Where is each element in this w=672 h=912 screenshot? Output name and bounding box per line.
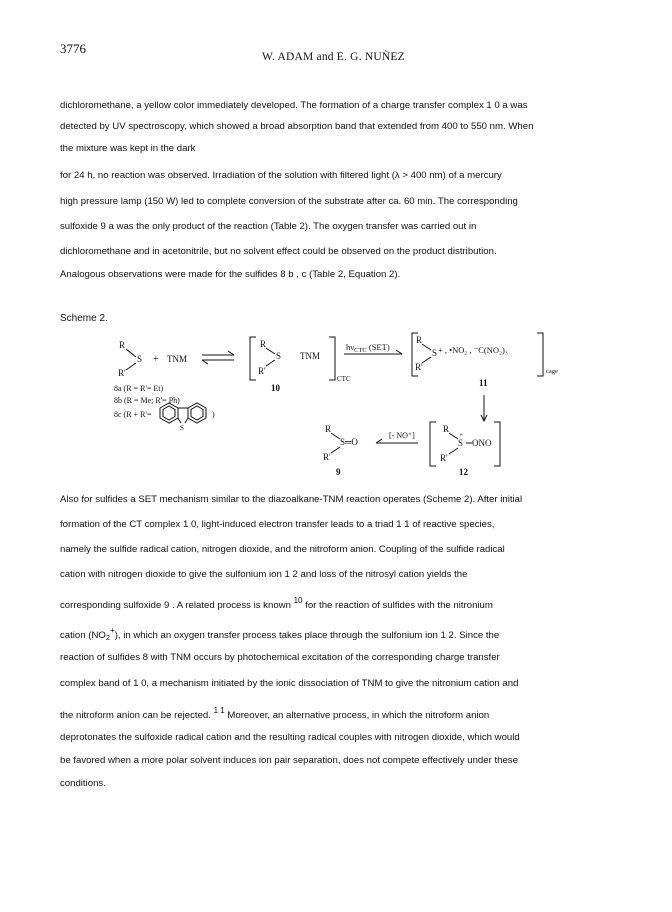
para1-line-1: dichloromethane, a yellow color immediately developed. The formation of a charge transfer complex 1 0 a was	[60, 100, 528, 111]
para1-line-5: high pressure lamp (150 W) led to complete conversion of the substrate after ca. 60 min. The corresponding	[60, 196, 518, 207]
compound-number-11: 11	[479, 378, 488, 388]
arrow-label-hv: $h\nu_{CTC}$ (SET)	[346, 342, 390, 354]
para2-line-11: be favored when a more polar solvent induces ion pair separation, does not compete effectively under these	[60, 755, 518, 766]
sulfonium-rp: R'	[440, 453, 448, 463]
sulfoxide-rp: R'	[323, 452, 331, 462]
para2-line-4: cation with nitrogen dioxide to give the sulfonium ion 1 2 and loss of the nitrosyl cation yields the	[60, 569, 468, 580]
page-number: 3776	[60, 41, 86, 56]
reference-10: 10	[293, 596, 303, 605]
para2-line-3: namely the sulfide radical cation, nitrogen dioxide, and the nitroform anion. Coupling of the sulfide radical	[60, 544, 505, 555]
bracket-right-12	[494, 422, 500, 466]
bond	[331, 447, 340, 453]
para1-line-2: detected by UV spectroscopy, which showed a broad absorption band that extended from 400 to 550 nm. When	[60, 121, 534, 132]
arrowhead	[396, 350, 402, 354]
text-span: the nitroform anion can be rejected.	[60, 710, 214, 721]
compound-number-12: 12	[459, 467, 468, 477]
para2-line-9	[60, 706, 612, 721]
ctc-subscript: CTC	[337, 375, 351, 383]
bond	[422, 357, 431, 363]
para1-line-7: dichloromethane and in acetonitrile, but no solvent effect could be observed on the product distribution.	[60, 246, 497, 257]
bond	[422, 344, 431, 350]
bond	[449, 448, 458, 454]
bracket-left-12	[430, 422, 436, 466]
reference-11: 1 1	[213, 706, 225, 715]
para2-line-5	[60, 596, 612, 611]
ctc-tnm: TNM	[300, 351, 320, 361]
sulfoxide-r: R	[325, 424, 332, 434]
ctc-rp: R'	[258, 366, 266, 376]
ctc-r: R	[260, 339, 267, 349]
dibenzothiophene-structure	[160, 403, 206, 423]
arrowhead	[376, 439, 382, 443]
bond	[266, 348, 275, 354]
cage-subscript: cage	[546, 368, 558, 375]
para1-line-6: sulfoxide 9 a was the only product of the reaction (Table 2). The oxygen transfer was carried out in	[60, 221, 477, 232]
text-span: corresponding sulfoxide 9 . A related process is known	[60, 600, 294, 611]
para1-line-4: for 24 h, no reaction was observed. Irradiation of the solution with filtered light (λ > 400 nm) of a mercury	[60, 170, 502, 181]
para2-line-6	[60, 626, 612, 642]
bond	[266, 360, 275, 366]
sulfide-r: R	[119, 340, 126, 350]
sulfide-rp: R'	[118, 368, 126, 378]
para2-line-12: conditions.	[60, 778, 106, 789]
legend-8c: 8c (R + R'=	[114, 410, 152, 419]
triad-species: + , •NO₂ , ⁻C(NO₂)₃	[438, 345, 508, 355]
legend-8a: 8a (R = R'= Et)	[114, 384, 164, 393]
bond	[449, 433, 458, 439]
sulfoxide-so: S═O	[340, 437, 358, 447]
bond	[126, 349, 136, 357]
bond	[331, 433, 340, 439]
text-span: Moreover, an alternative process, in which the nitroform anion	[224, 710, 490, 721]
bracket-right-11	[537, 333, 543, 376]
sulfonium-s: S	[458, 438, 464, 448]
scheme-label: Scheme 2.	[60, 313, 108, 324]
bracket-right-10	[329, 337, 335, 380]
bracket-left-10	[250, 337, 256, 380]
para1-line-8: Analogous observations were made for the sulfides 8 b , c (Table 2, Equation 2).	[60, 269, 401, 280]
compound-number-10: 10	[271, 383, 280, 393]
para2-line-2: formation of the CT complex 1 0, light-induced electron transfer leads to a triad 1 1 of reactive species,	[60, 519, 495, 530]
para2-line-10: deprotonates the sulfoxide radical cation and the resulting radical couples with nitrogen dioxide, which would	[60, 732, 520, 743]
plus-sign: +	[153, 354, 159, 365]
subscript: 2	[105, 633, 111, 642]
text-span: cation (NO	[60, 630, 106, 641]
sulfonium-r: R	[443, 424, 450, 434]
sulfonium-ono: ONO	[472, 438, 492, 448]
triad-r: R	[416, 335, 423, 345]
bond	[126, 363, 136, 370]
para1-line-3: the mixture was kept in the dark	[60, 143, 196, 154]
legend-8b: 8b (R = Me; R'= Ph)	[114, 396, 180, 405]
compound-number-9: 9	[336, 467, 341, 477]
ctc-s: S	[276, 351, 282, 361]
ring-s: S	[180, 424, 184, 432]
triad-rp: R'	[415, 362, 423, 372]
running-title: W. ADAM and E. G. NUÑEZ	[262, 51, 405, 63]
text-span: ), in which an oxygen transfer process takes place through the sulfonium ion 1 2. Since the	[114, 630, 500, 641]
legend-close-paren: )	[212, 410, 215, 419]
sulfonium-plus: +	[459, 431, 463, 439]
superscript: +	[110, 626, 115, 635]
arrowhead	[202, 360, 208, 364]
arrowhead	[228, 351, 234, 355]
text-span: for the reaction of sulfides with the nitronium	[302, 600, 493, 611]
sulfide-s: S	[137, 354, 143, 364]
triad-s: S	[432, 348, 438, 358]
para2-line-8: complex band of 1 0, a mechanism initiated by the ionic dissociation of TNM to give the nitronium cation and	[60, 678, 519, 689]
arrow-label-no: [- NO⁺]	[389, 431, 415, 440]
reagent-tnm: TNM	[167, 354, 187, 364]
para2-line-7: reaction of sulfides 8 with TNM occurs by photochemical excitation of the corresponding charge transfer	[60, 652, 500, 663]
para2-line-1: Also for sulfides a SET mechanism similar to the diazoalkane-TNM reaction operates (Scheme 2). After initial	[60, 494, 523, 505]
